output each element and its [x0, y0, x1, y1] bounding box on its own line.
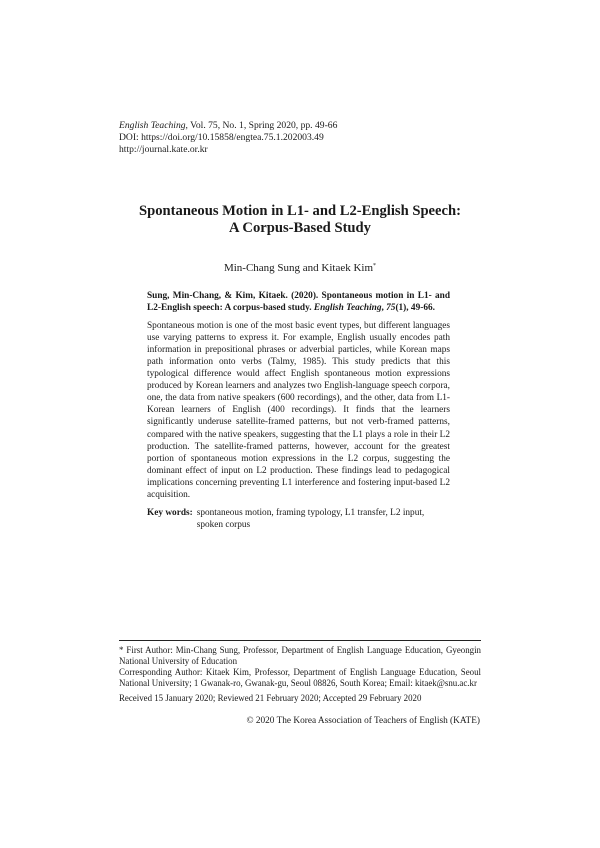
author-names: Min-Chang Sung and Kitaek Kim: [223, 262, 374, 274]
copyright-notice: © 2020 The Korea Association of Teachers of English (KATE): [246, 716, 480, 726]
citation-authors: Sung, Min-Chang, & Kim, Kitaek. (2020). Spontaneous motion in L1- and L2-English speech: A corpus-based study.: [147, 291, 450, 314]
footnote-divider: [119, 640, 481, 641]
journal-citation-line: [119, 120, 479, 132]
journal-header: [119, 120, 479, 157]
citation: [147, 290, 450, 314]
doi-line[interactable]: DOI: https://doi.org/10.15858/engtea.75.1.202003.49: [119, 132, 324, 144]
citation-issue-pages: (1), 49-66.: [395, 303, 435, 314]
received-dates: Received 15 January 2020; Reviewed 21 February 2020; Accepted 29 February 2020: [119, 693, 422, 704]
keywords: [147, 508, 450, 532]
authors-line: [119, 262, 481, 274]
journal-name: English Teaching,: [119, 120, 188, 131]
first-author-note: * First Author: Min-Chang Sung, Professor, Department of English Language Education, Gyeongin National University of Education: [119, 645, 481, 667]
abstract-text: Spontaneous motion is one of the most basic event types, but different languages use varying patterns to express it. For example, English usually encodes path information in prepositional phrases or adverbial particles, while Korean maps path information onto verbs (Talmy, 1985). This study predicts that this typological difference would affect English spontaneous motion expressions produced by Korean learners and analyzes two English-language speech corpora, one, the data from native speakers (600 recordings), and the other, data from L1-Korean learners of English (400 recordings). It finds that the learners significantly underuse satellite-framed patterns, but not verb-framed patterns, compared with the native speakers, suggesting that the L1 plays a role in their L2 production. The satellite-framed patterns, however, account for the greatest portion of spontaneous motion expressions in the L2 corpus, suggesting the dominant effect of input on L2 production. These findings lead to pedagogical implications concerning preventing L1 interference and fostering input-based L2 acquisition.: [147, 321, 450, 500]
title-line-1: Spontaneous Motion in L1- and L2-English Speech:: [139, 203, 461, 219]
author-footnote-marker: *: [373, 263, 377, 269]
footnotes: [119, 645, 481, 704]
corresponding-author-note: Corresponding Author: Kitaek Kim, Professor, Department of English Language Education, Seoul National University; 1 Gwanak-ro, Gwanak-gu, Seoul 08826, South Korea; Email: kitaek@snu.ac.kr: [119, 667, 481, 689]
citation-volume: 75: [386, 303, 396, 314]
title-line-2: A Corpus-Based Study: [229, 219, 371, 236]
citation-sep: ,: [381, 303, 387, 314]
citation-journal: English Teaching: [313, 303, 382, 314]
journal-url[interactable]: http://journal.kate.or.kr: [119, 144, 208, 156]
volume-info: Vol. 75, No. 1, Spring 2020, pp. 49-66: [187, 120, 338, 131]
abstract-block: [147, 290, 450, 501]
keywords-label: Key words:: [147, 508, 193, 518]
paper-title: [119, 203, 481, 236]
keywords-value: spontaneous motion, framing typology, L1 transfer, L2 input, spoken corpus: [196, 508, 425, 530]
